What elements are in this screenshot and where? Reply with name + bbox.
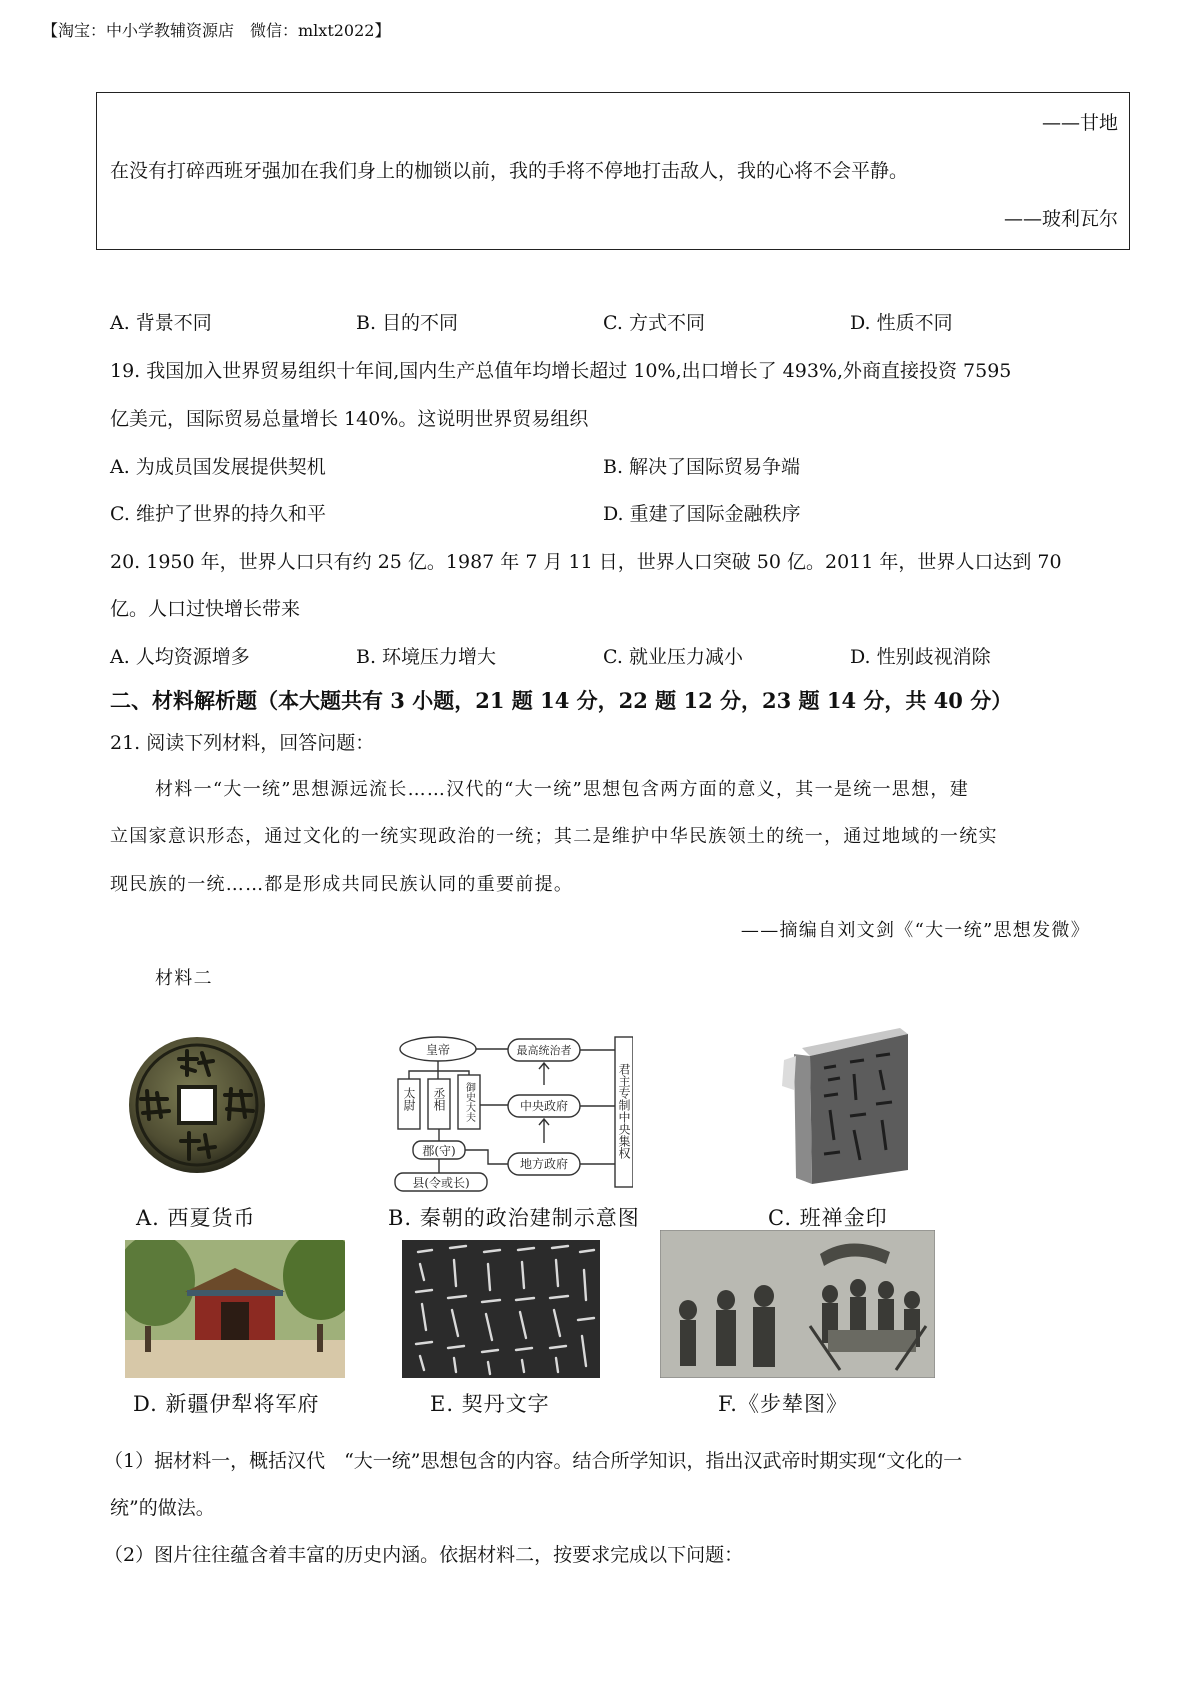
bunian-tu-painting-image [660, 1230, 935, 1378]
diagram-yushi: 御史大夫 [463, 1082, 475, 1122]
figure-d-caption: D. 新疆伊犁将军府 [133, 1392, 320, 1416]
diagram-emperor: 皇帝 [425, 1043, 451, 1057]
ili-general-mansion-image [125, 1240, 345, 1378]
figure-e-caption: E. 契丹文字 [430, 1392, 550, 1416]
diagram-local-gov: 地方政府 [519, 1157, 569, 1171]
quote-bolivar-text: 在没有打碎西班牙强加在我们身上的枷锁以前，我的手将不停地打击敌人，我的心将不会平静。 [110, 160, 909, 182]
q20-option-d: D. 性别歧视消除 [850, 646, 991, 668]
material1-line1: 材料一“大一统”思想源远流长……汉代的“大一统”思想包含两方面的意义，其一是统一思想，建 [155, 779, 970, 800]
q20-option-c: C. 就业压力减小 [603, 646, 743, 668]
quote-attribution-bolivar: ——玻利瓦尔 [1003, 208, 1118, 230]
figure-b-caption: B. 秦朝的政治建制示意图 [388, 1206, 640, 1230]
q18-option-d: D. 性质不同 [850, 312, 953, 334]
q18-option-a: A. 背景不同 [110, 312, 212, 334]
q21-sub2: （2）图片往往蕴含着丰富的历史内涵。依据材料二，按要求完成以下问题： [104, 1544, 744, 1566]
q18-option-c: C. 方式不同 [603, 312, 705, 334]
diagram-chengxiang: 丞相 [432, 1087, 446, 1111]
q20-option-b: B. 环境压力增大 [356, 646, 497, 668]
q21-sub1-line2: 统”的做法。 [110, 1497, 215, 1519]
q19-stem-line2: 亿美元，国际贸易总量增长 140%。这说明世界贸易组织 [110, 408, 589, 430]
material1-line2: 立国家意识形态，通过文化的一统实现政治的一统；其二是维护中华民族领土的统一，通过地域的一统实 [110, 826, 998, 847]
diagram-central-gov: 中央政府 [519, 1099, 569, 1113]
q18-option-b: B. 目的不同 [356, 312, 459, 334]
q19-option-a: A. 为成员国发展提供契机 [110, 456, 326, 478]
figure-c-caption: C. 班禅金印 [768, 1206, 888, 1230]
khitan-script-image [402, 1240, 600, 1378]
q20-option-a: A. 人均资源增多 [110, 646, 250, 668]
q19-stem-line1: 19. 我国加入世界贸易组织十年间,国内生产总值年均增长超过 10%,出口增长了 493%,外商直接投资 7595 [110, 360, 1012, 382]
q21-sub1-line1: （1）据材料一，概括汉代 “大一统”思想包含的内容。结合所学知识，指出汉武帝时期实现“文化的一 [104, 1450, 963, 1472]
material1-source: ——摘编自刘文剑《“大一统”思想发微》 [740, 920, 1090, 941]
diagram-xian: 县(令或长) [412, 1176, 470, 1190]
panchen-seal-image [780, 1020, 920, 1188]
q20-stem-line2: 亿。人口过快增长带来 [110, 598, 301, 620]
figure-f-caption: F.《步辇图》 [718, 1392, 848, 1416]
q21-intro: 21. 阅读下列材料，回答问题： [110, 732, 375, 754]
material1-line3: 现民族的一统……都是形成共同民族认同的重要前提。 [110, 874, 574, 895]
q19-option-d: D. 重建了国际金融秩序 [603, 503, 801, 525]
xixia-coin-image [127, 1035, 267, 1175]
diagram-taiwei: 太尉 [402, 1087, 416, 1111]
q19-option-b: B. 解决了国际贸易争端 [603, 456, 801, 478]
diagram-jun: 郡(守) [422, 1144, 456, 1158]
diagram-supreme-ruler: 最高统治者 [516, 1044, 572, 1057]
material2-label: 材料二 [155, 968, 213, 989]
quote-attribution-gandhi: ——甘地 [1041, 112, 1118, 134]
q20-stem-line1: 20. 1950 年，世界人口只有约 25 亿。1987 年 7 月 11 日，世界人口突破 50 亿。2011 年，世界人口达到 70 [110, 551, 1062, 573]
figure-a-caption: A. 西夏货币 [136, 1206, 256, 1230]
diagram-side-label: 君主专制中央集权 [617, 1063, 631, 1159]
section-heading: 二、材料解析题（本大题共有 3 小题，21 题 14 分，22 题 12 分，23 题 14 分，共 40 分） [110, 688, 1013, 713]
q19-option-c: C. 维护了世界的持久和平 [110, 503, 326, 525]
qin-political-structure-diagram [393, 1035, 633, 1193]
page-header: 【淘宝：中小学教辅资源店 微信：mlxt2022】 [42, 21, 391, 40]
